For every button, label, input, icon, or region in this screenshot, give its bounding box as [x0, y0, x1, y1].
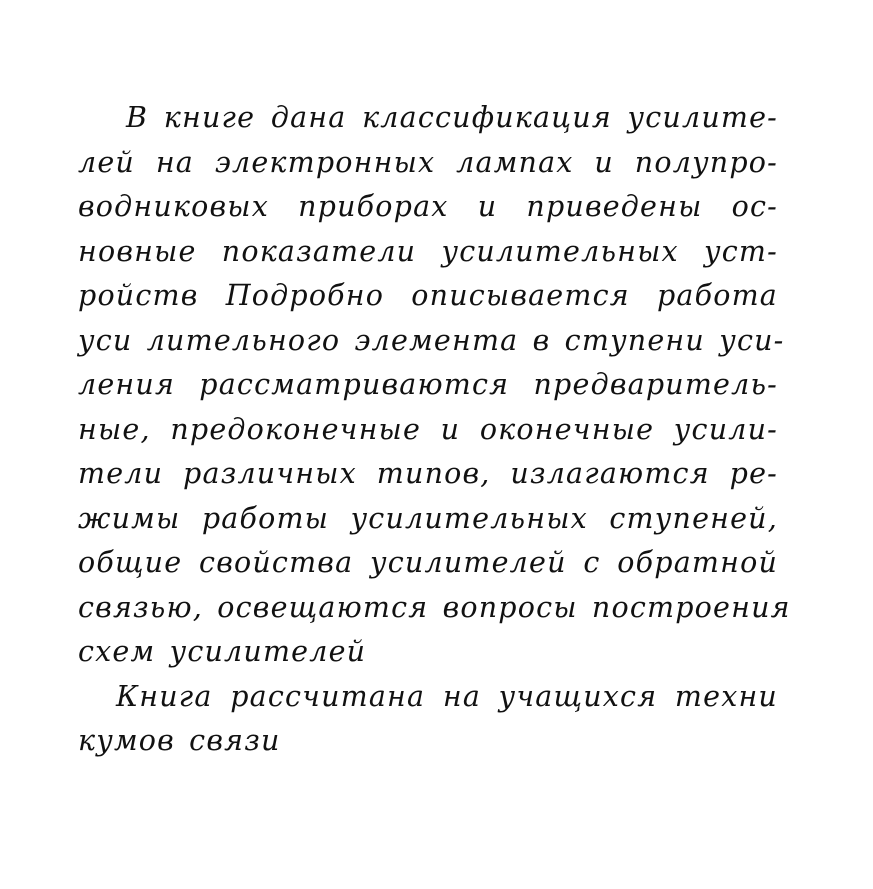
paragraph-1-line-9: тели различных типов, излагаются ре-	[78, 457, 778, 490]
paragraph-2-line-1: Книга рассчитана на учащихся техни	[116, 679, 778, 713]
paragraph-1-line-2: лей на электронных лампах и полупро-	[78, 145, 778, 179]
paragraph-1-line-1: В книге дана классификация усилите-	[126, 101, 778, 134]
paragraph-1-line-11: общие свойства усилителей с обратной	[78, 546, 778, 579]
paragraph-1-line-6: уси лительного элемента в ступени уси-	[78, 323, 785, 357]
paragraph-1-line-10: жимы работы усилительных ступеней,	[78, 501, 778, 535]
paragraph-1-line-3: водниковых приборах и приведены ос-	[78, 190, 778, 223]
paragraph-2-line-2: кумов связи	[78, 724, 281, 757]
paragraph-1-line-13: схем усилителей	[78, 635, 367, 668]
annotation-text	[78, 96, 791, 764]
paragraph-1-line-12: связью, освещаются вопросы построения	[78, 590, 791, 624]
paragraph-1-line-7: ления рассматриваются предваритель-	[78, 368, 778, 401]
paragraph-1-line-4: новные показатели усилительных уст-	[78, 234, 778, 268]
paragraph-1-line-5: ройств Подробно описывается работа	[78, 279, 778, 312]
paragraph-1-line-8: ные, предоконечные и оконечные усили-	[78, 412, 778, 446]
